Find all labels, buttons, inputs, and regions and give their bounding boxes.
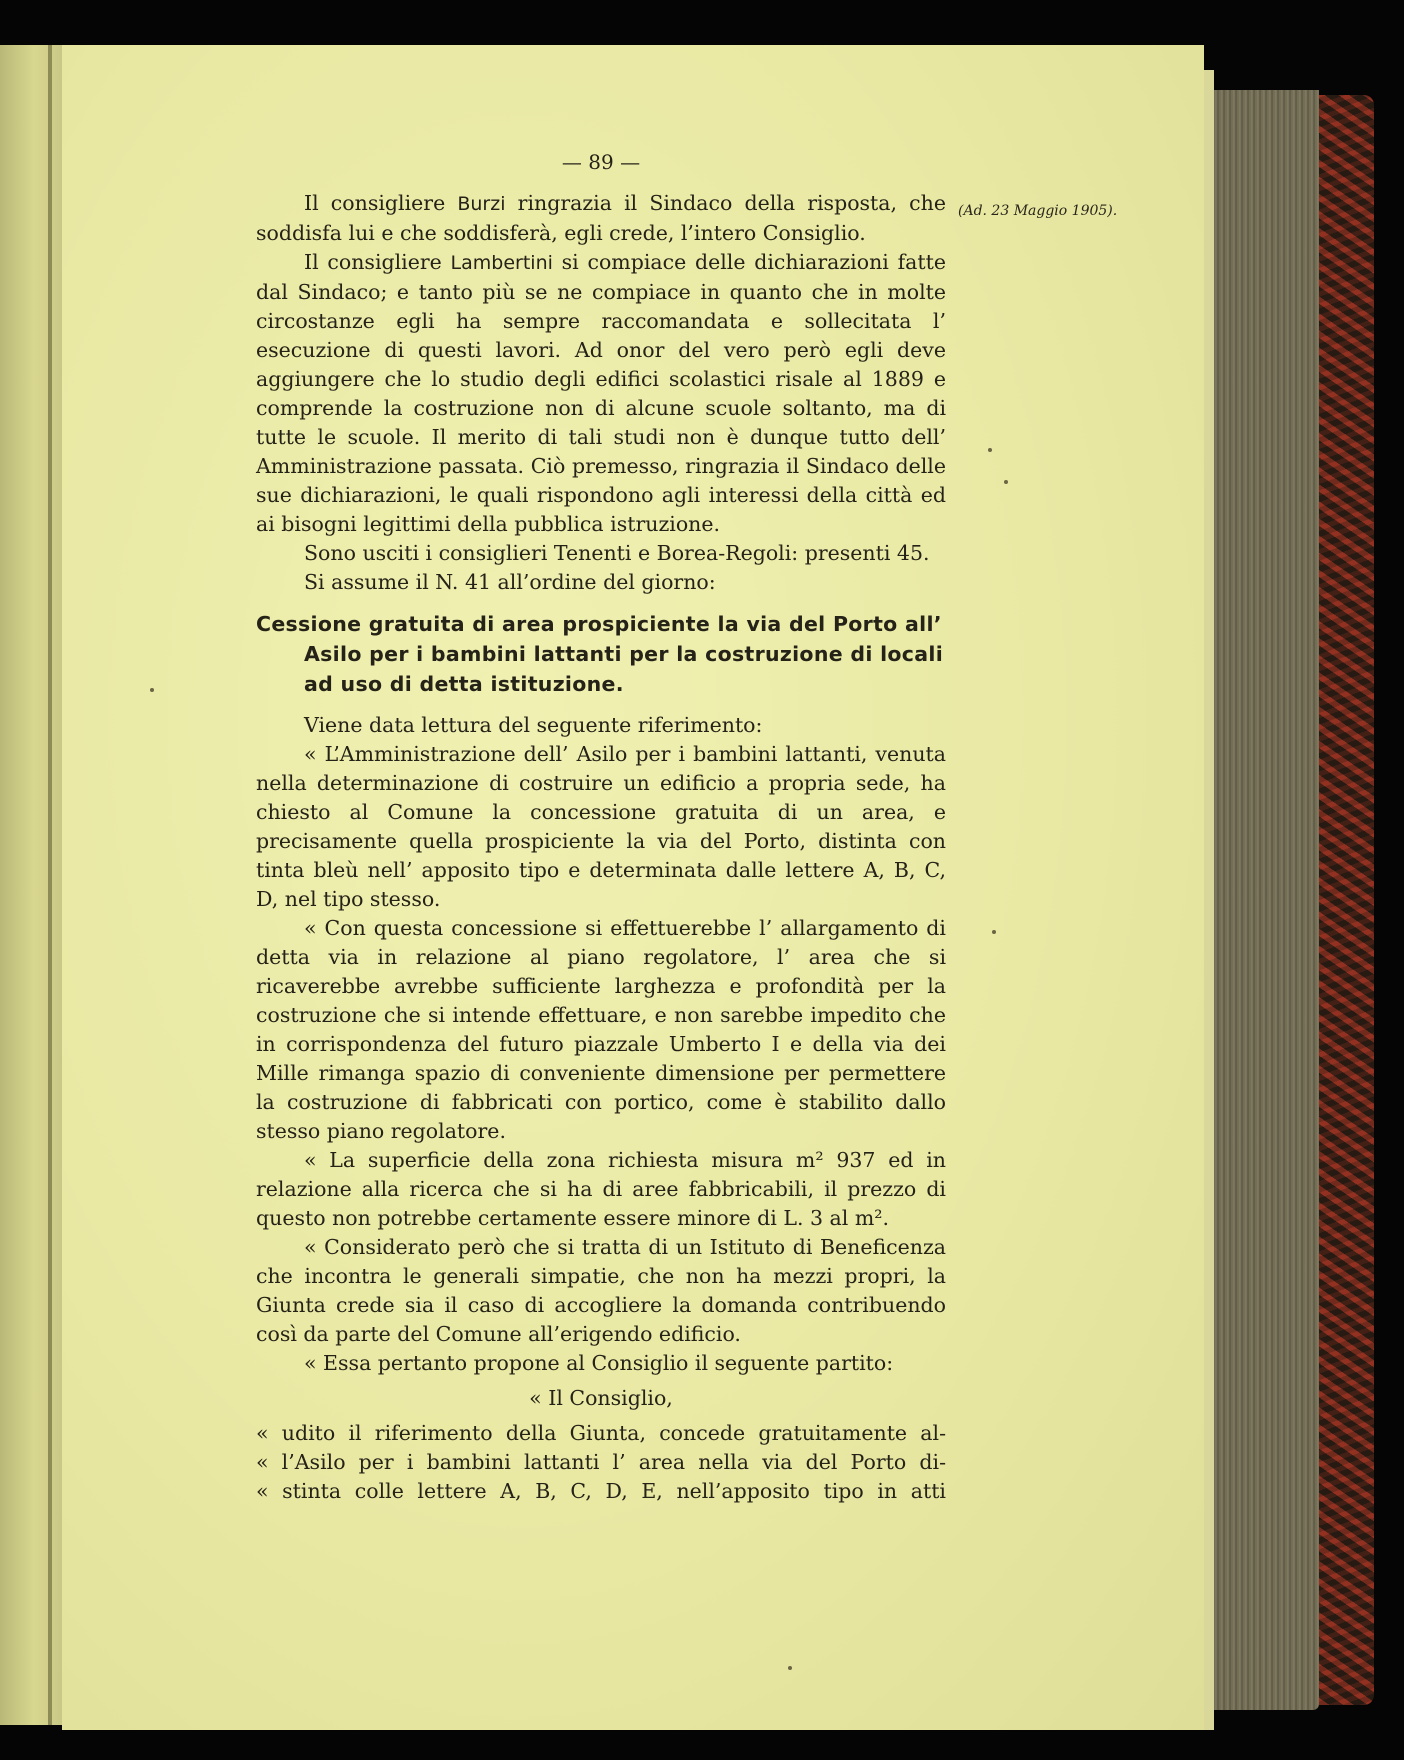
left-page-edge	[0, 45, 62, 1725]
gutter-line	[48, 45, 52, 1725]
page-speck	[788, 1666, 792, 1670]
paragraph: Il consigliere Burzi ringrazia il Sindaco della risposta, che soddisfa lui e che soddisferà, egli crede, l’intero Consiglio.	[256, 191, 946, 245]
agenda-line: Si assume il N. 41 all’ordine del giorno:	[304, 570, 716, 594]
paragraph: « La superficie della zona richiesta misura m² 937 ed in relazione alla ricerca che si ha di aree fabbricabili, il prezzo di questo non potrebbe certamente essere minore di L. 3 al m².	[256, 1148, 946, 1230]
council-heading: « Il Consiglio,	[529, 1386, 673, 1410]
paragraph: « Essa pertanto propone al Consiglio il seguente partito:	[304, 1351, 894, 1375]
attendance-line: Sono usciti i consiglieri Tenenti e Borea-Regoli: presenti 45.	[304, 541, 930, 565]
page-speck	[992, 930, 996, 934]
paragraph: Il consigliere Lambertini si compiace delle dichiarazioni fatte dal Sindaco; e tanto più se ne compiace in quanto che in molte circostanze egli ha sempre raccomandata e sollecitata l’ esecuzione di questi lavori. Ad onor del vero però egli deve aggiungere che lo studio degli edifici scolastici risale al 1889 e comprende la costruzione non di alcune scuole soltanto, ma di tutte le scuole. Il merito di tali studi non è dunque tutto dell’ Amministrazione passata. Ciò premesso, ringrazia il Sindaco delle sue dichiarazioni, le quali rispondono agli interessi della città ed ai bisogni legittimi della pubblica istruzione.	[256, 250, 946, 536]
page-edge	[1204, 70, 1214, 1730]
resolution-line: « stinta colle lettere A, B, C, D, E, nell’apposito tipo in atti	[256, 1479, 946, 1503]
resolution-line: « udito il riferimento della Giunta, concede gratuitamente al-	[256, 1421, 946, 1445]
section-heading: Cessione gratuita di area prospiciente la via del Porto all’ Asilo per i bambini lattanti per la costruzione di locali ad uso di detta istituzione.	[256, 612, 944, 696]
margin-date-note: (Ad. 23 Maggio 1905).	[958, 203, 1118, 219]
resolution-line: « l’Asilo per i bambini lattanti l’ area nella via del Porto di-	[256, 1450, 946, 1474]
page-speck	[150, 688, 154, 692]
paragraph: « Con questa concessione si effettuerebbe l’ allargamento di detta via in relazione al piano regolatore, l’ area che si ricaverebbe avrebbe sufficiente larghezza e profondità per la costruzione che si intende effettuare, e non sarebbe impedito che in corrispondenza del futuro piazzale Umberto I e della via dei Mille rimanga spazio di conveniente dimensione per permettere la costruzione di fabbricati con portico, come è stabilito dallo stesso piano regolatore.	[256, 916, 946, 1143]
page-number: — 89 —	[561, 150, 641, 174]
paragraph: « Considerato però che si tratta di un Istituto di Beneficenza che incontra le generali simpatie, che non ha mezzi propri, la Giunta crede sia il caso di accogliere la domanda contribuendo così da parte del Comune all’erigendo edificio.	[256, 1235, 946, 1346]
paragraph: Viene data lettura del seguente riferimento:	[304, 713, 763, 737]
page-speck	[988, 448, 992, 452]
fore-edge-pages	[1214, 90, 1319, 1710]
speaker-name: Lambertini	[450, 252, 553, 274]
paragraph: « L’Amministrazione dell’ Asilo per i bambini lattanti, venuta nella determinazione di costruire un edificio a propria sede, ha chiesto al Comune la concessione gratuita di un area, e precisamente quella prospiciente la via del Porto, distinta con tinta bleù nell’ apposito tipo e determinata dalle lettere A, B, C, D, nel tipo stesso.	[256, 742, 946, 911]
marbled-cover-edge	[1319, 95, 1374, 1705]
speaker-name: Burzi	[457, 193, 506, 215]
page-speck	[1004, 480, 1008, 484]
main-text	[256, 148, 946, 1506]
